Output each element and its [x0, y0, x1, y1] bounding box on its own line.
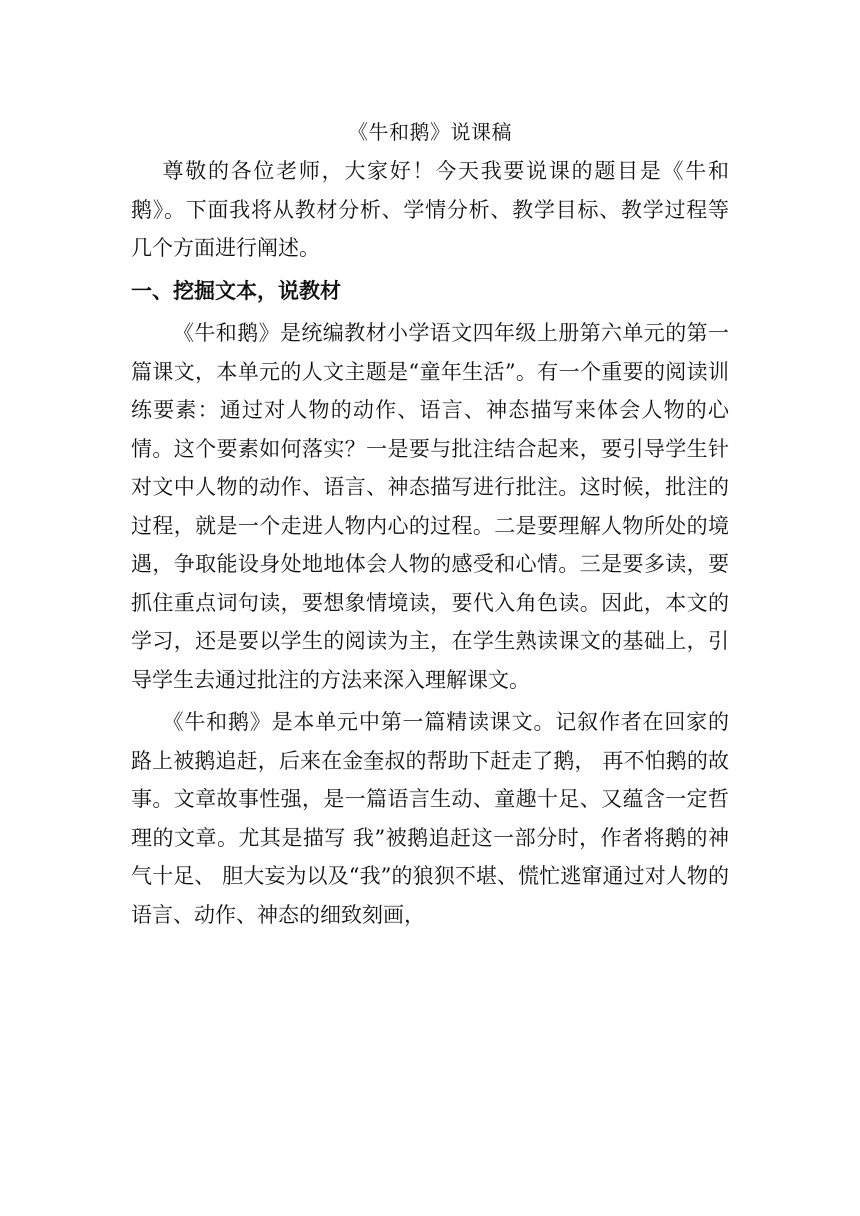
- section-heading: 一、挖掘文本，说教材: [131, 278, 341, 303]
- intro-paragraph: 尊敬的各位老师，大家好！今天我要说课的题目是《牛和鹅》。下面我将从教材分析、学情分析、教学目标、教学过程等几个方面进行阐述。: [131, 159, 729, 260]
- body-paragraph: 《牛和鹅》是本单元中第一篇精读课文。记叙作者在回家的路上被鹅追赶，后来在金奎叔的帮助下赶走了鹅， 再不怕鹅的故事。文章故事性强，是一篇语言生动、童趣十足、又蕴含一定哲理的文章。尤其是描写 我”被鹅追赶这一部分时，作者将鹅的神气十足、 胆大妄为以及“我”的狼狈不堪、慌忙逃窜通过对人物的语言、动作、神态的细致刻画，: [131, 710, 729, 927]
- document-title: 《牛和鹅》说课稿: [348, 120, 512, 144]
- body-paragraph: 《牛和鹅》是统编教材小学语文四年级上册第六单元的第一篇课文，本单元的人文主题是“童年生活”。有一个重要的阅读训练要素：通过对人物的动作、语言、神态描写来体会人物的心情。这个要素如何落实？一是要与批注结合起来，要引导学生针对文中人物的动作、语言、神态描写进行批注。这时候，批注的过程，就是一个走进人物内心的过程。二是要理解人物所处的境遇，争取能设身处地地体会人物的感受和心情。三是要多读，要抓住重点词句读，要想象情境读，要代入角色读。因此，本文的学习，还是要以学生的阅读为主，在学生熟读课文的基础上，引导学生去通过批注的方法来深入理解课文。: [131, 321, 729, 692]
- document-page: [131, 112, 729, 934]
